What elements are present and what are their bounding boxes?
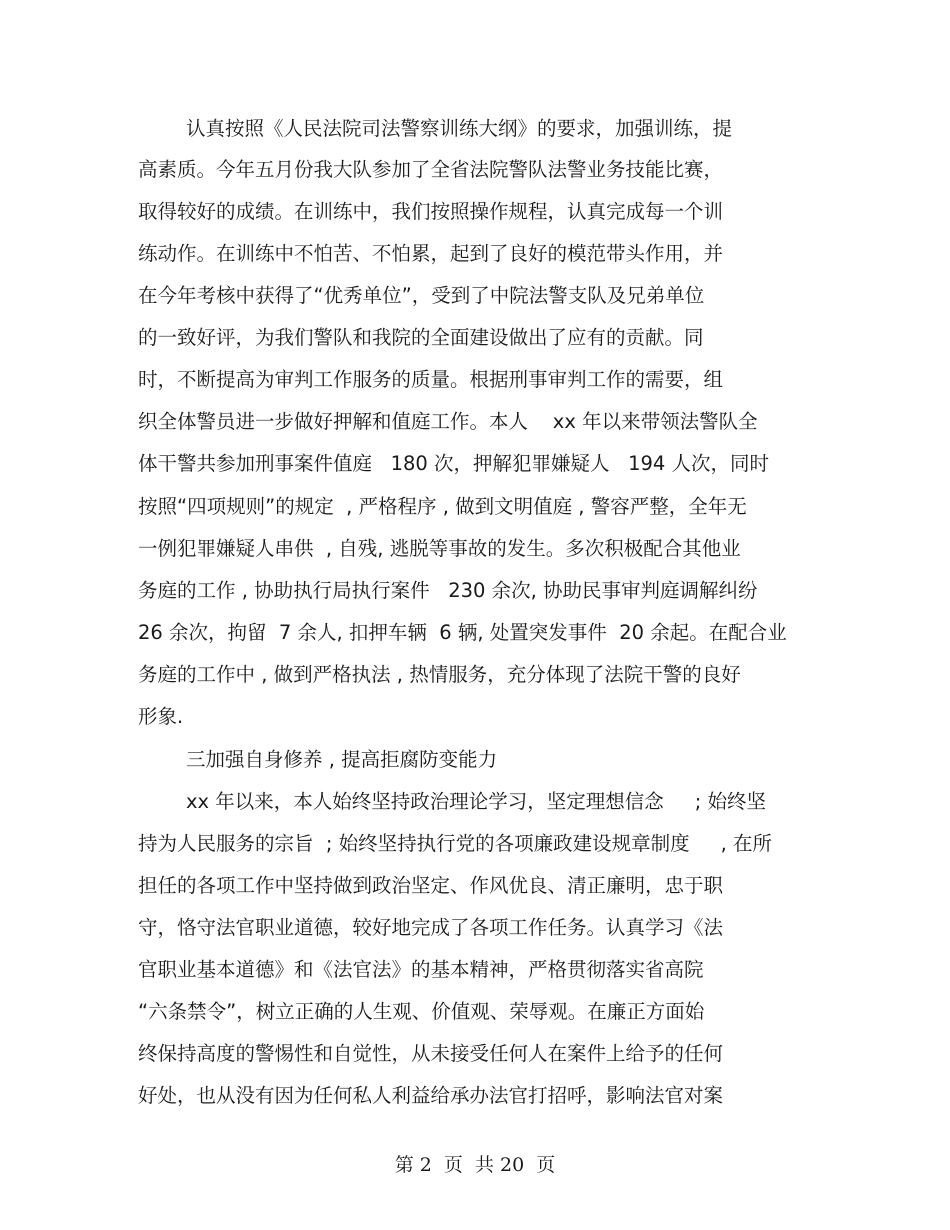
text-line: “六条禁令”，树立正确的人生观、价值观、荣辱观。在廉正方面始 bbox=[138, 1000, 705, 1023]
text-line: 好处，也从没有因为任何私人利益给承办法官打招呼，影响法官对案 bbox=[138, 1084, 724, 1107]
text-line: 取得较好的成绩。在训练中，我们按照操作规程，认真完成每一个训 bbox=[138, 200, 724, 223]
text-line: 形象. bbox=[138, 705, 184, 728]
section-heading: 三加强自身修养 , 提高拒腐防变能力 bbox=[186, 748, 498, 771]
text-line: 一例犯罪嫌疑人串供 , 自残, 逃脱等事故的发生。多次积极配合其他业 bbox=[138, 537, 741, 560]
text-line: 守，恪守法官职业道德，较好地完成了各项工作任务。认真学习《法 bbox=[138, 916, 724, 939]
text-line: 担任的各项工作中坚持做到政治坚定、作风优良、清正廉明，忠于职 bbox=[138, 874, 724, 897]
text-line: 的一致好评，为我们警队和我院的全面建设做出了应有的贡献。同 bbox=[138, 326, 704, 349]
text-line: 练动作。在训练中不怕苦、不怕累，起到了良好的模范带头作用，并 bbox=[138, 242, 724, 265]
text-line: 认真按照《人民法院司法警察训练大纲》的要求，加强训练，提 bbox=[186, 117, 733, 140]
text-line: 26 余次，拘留 7 余人, 扣押车辆 6 辆, 处置突发事件 20 余起。在配合业 bbox=[138, 621, 787, 644]
text-line: 务庭的工作 , 协助执行局执行案件 230 余次, 协助民事审判庭调解纠纷 bbox=[138, 579, 758, 602]
text-line: 持为人民服务的宗旨 ; 始终坚持执行党的各项廉政建设规章制度 , 在所 bbox=[138, 832, 773, 855]
text-line: 体干警共参加刑事案件值庭 180 次，押解犯罪嫌疑人 194 人次，同时 bbox=[138, 452, 770, 475]
text-line: 织全体警员进一步做好押解和值庭工作。本人 xx 年以来带领法警队全 bbox=[138, 410, 758, 433]
text-line: 官职业基本道德》和《法官法》的基本精神，严格贯彻落实省高院 bbox=[138, 958, 704, 981]
text-line: 终保持高度的警惕性和自觉性，从未接受任何人在案件上给予的任何 bbox=[138, 1042, 724, 1065]
text-line: 务庭的工作中 , 做到严格执法 , 热情服务，充分体现了法院干警的良好 bbox=[138, 663, 741, 686]
text-line: 高素质。今年五月份我大队参加了全省法院警队法警业务技能比赛， bbox=[138, 158, 724, 181]
text-line: 时，不断提高为审判工作服务的质量。根据刑事审判工作的需要，组 bbox=[138, 368, 724, 391]
text-line: 按照“四项规则”的规定 , 严格程序 , 做到文明值庭 , 警容严整，全年无 bbox=[138, 495, 747, 518]
text-line: 在今年考核中获得了“优秀单位”，受到了中院法警支队及兄弟单位 bbox=[138, 284, 705, 307]
text-line: xx 年以来，本人始终坚持政治理论学习，坚定理想信念 ; 始终坚 bbox=[186, 790, 767, 813]
page-footer: 第 2 页 共 20 页 bbox=[394, 1154, 556, 1176]
